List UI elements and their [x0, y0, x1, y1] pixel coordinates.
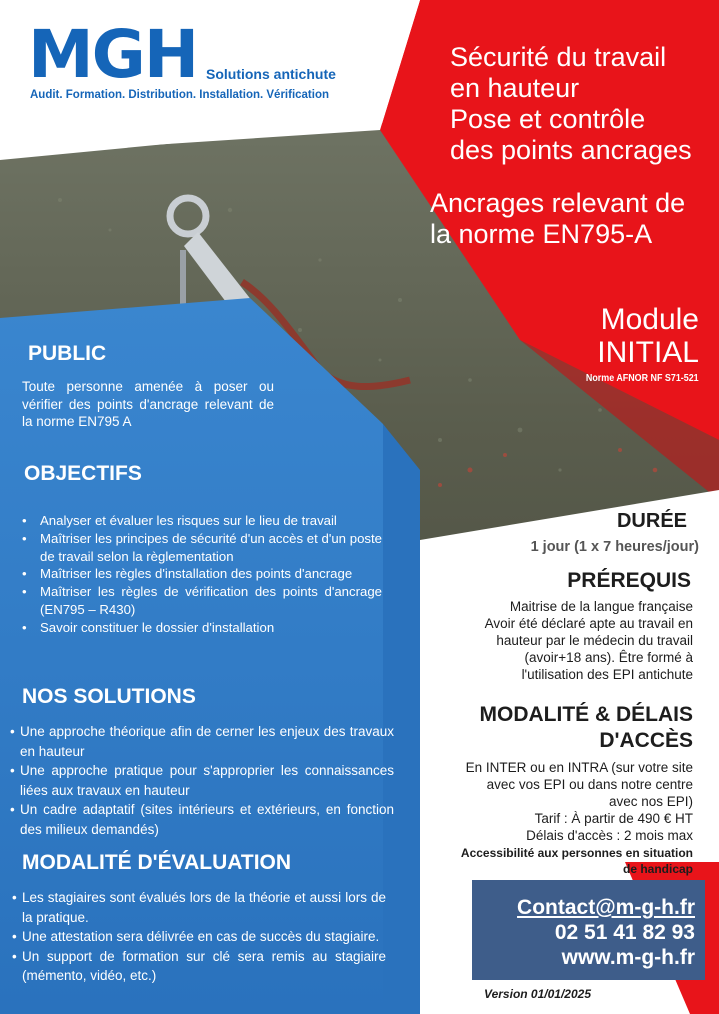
accessibility-line: Accessibilité aux personnes en situation — [460, 846, 693, 860]
modalite-heading-line: D'ACCÈS — [599, 729, 693, 752]
hero-norm-line: la norme EN795-A — [430, 219, 653, 249]
prerequis-line: Maitrise de la langue française — [509, 599, 693, 614]
hero-norm — [430, 188, 710, 250]
objectifs-list — [20, 512, 382, 637]
hero-title-line: Pose et contrôle — [450, 104, 646, 134]
list-item: • Maîtriser les règles de vérification des points d'ancrage (EN795 – R430) — [20, 583, 382, 619]
public-heading: PUBLIC — [28, 342, 107, 365]
contact-box — [465, 895, 695, 970]
prerequis-text — [403, 598, 693, 683]
prerequis-line: l'utilisation des EPI antichute — [521, 667, 693, 682]
list-item: • Analyser et évaluer les risques sur le lieu de travail — [20, 512, 382, 530]
version-label: Version 01/01/2025 — [484, 987, 591, 1001]
hero-norm-line: Ancrages relevant de — [430, 188, 686, 218]
solutions-list — [10, 722, 394, 840]
modalite-text — [403, 759, 693, 844]
hero-title — [450, 42, 715, 166]
logo-tagline: Solutions antichute — [206, 66, 336, 82]
module-label: Module — [600, 303, 699, 336]
modalite-line: avec vos EPI ou dans notre centre — [486, 777, 693, 792]
list-item: • Les stagiaires sont évalués lors de la théorie et aussi lors de la pratique. — [12, 888, 386, 927]
modalite-line: Tarif : À partir de 490 € HT — [534, 811, 693, 826]
prerequis-heading: PRÉREQUIS — [567, 569, 691, 592]
list-item: • Une approche pratique pour s'approprier les connaissances liées aux travaux en hauteur — [10, 761, 394, 800]
modalite-line: En INTER ou en INTRA (sur votre site — [465, 760, 693, 775]
evaluation-list — [12, 888, 386, 986]
accessibility-line: de handicap — [622, 862, 693, 876]
hero-title-line: des points ancrages — [450, 135, 692, 165]
accessibility-note — [393, 845, 693, 877]
modalite-heading-line: MODALITÉ & DÉLAIS — [479, 703, 693, 726]
logo-wordmark: MGH — [28, 16, 198, 93]
module-level: INITIAL — [597, 336, 699, 369]
contact-email-link[interactable]: Contact@m-g-h.fr — [517, 896, 695, 919]
solutions-heading: NOS SOLUTIONS — [22, 685, 196, 708]
modalite-line: avec nos EPI) — [608, 794, 693, 809]
public-text: Toute personne amenée à poser ou vérifier des points d'ancrage relevant de la norme EN795 A — [22, 379, 274, 429]
logo-services: Audit. Formation. Distribution. Installation. Vérification — [30, 89, 330, 101]
list-item: • Une approche théorique afin de cerner les enjeux des travaux en hauteur — [10, 722, 394, 761]
duree-text: 1 jour (1 x 7 heures/jour) — [530, 539, 699, 555]
list-item: • Maîtriser les règles d'installation des points d'ancrage — [20, 565, 382, 583]
list-item: • Une attestation sera délivrée en cas de succès du stagiaire. — [12, 927, 386, 947]
hero-title-line: Sécurité du travail — [450, 42, 667, 72]
modalite-line: Délais d'accès : 2 mois max — [526, 828, 693, 843]
list-item: • Savoir constituer le dossier d'installation — [20, 619, 382, 637]
module-norm: Norme AFNOR NF S71-521 — [586, 372, 699, 384]
list-item: • Un support de formation sur clé sera remis au stagiaire (mémento, vidéo, etc.) — [12, 947, 386, 986]
contact-phone[interactable]: 02 51 41 82 93 — [554, 921, 695, 944]
hero-title-line: en hauteur — [450, 73, 580, 103]
prerequis-line: Avoir été déclaré apte au travail en — [484, 616, 693, 631]
prerequis-line: hauteur par le médecin du travail — [496, 633, 693, 648]
duree-heading: DURÉE — [616, 510, 687, 532]
prerequis-line: (avoir+18 ans). Être formé à — [524, 650, 693, 665]
modalite-heading — [480, 702, 694, 754]
contact-website-link[interactable]: www.m-g-h.fr — [561, 946, 695, 969]
evaluation-heading: MODALITÉ D'ÉVALUATION — [22, 851, 292, 874]
list-item: • Un cadre adaptatif (sites intérieurs et extérieurs, en fonction des milieux demandés) — [10, 800, 394, 839]
list-item: • Maîtriser les principes de sécurité d'un accès et d'un poste de travail selon la règlementation — [20, 530, 382, 566]
objectifs-heading: OBJECTIFS — [24, 462, 142, 485]
